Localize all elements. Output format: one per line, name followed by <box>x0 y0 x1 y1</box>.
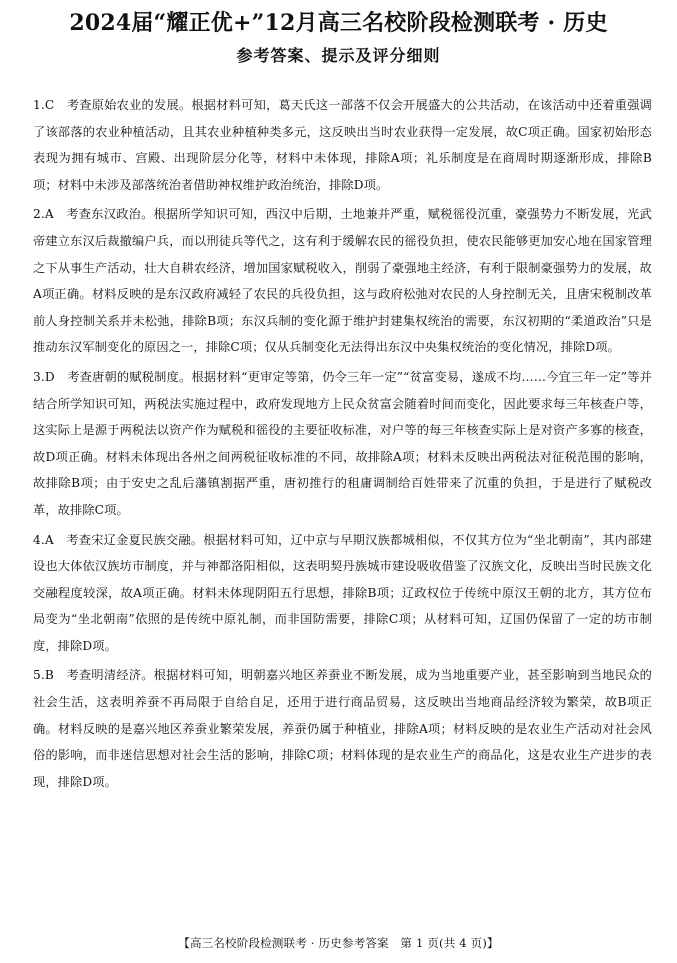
page-title: 2024届“耀正优+”12月高三名校阶段检测联考 · 历史 <box>69 10 608 36</box>
answer-number: 2.A <box>33 207 54 222</box>
answer-number: 3.D <box>33 369 55 384</box>
answer-number: 5.B <box>33 668 55 683</box>
answer-item-1 <box>33 92 652 198</box>
answer-text: 考查宋辽金夏民族交融。根据材料可知，辽中京与早期汉族都城相似，不仅其方位为“坐北朝南”，其内部建设也大体依汉族坊市制度，并与神都洛阳相似，这表明契丹族城市建设吸收借鉴了汉族文化，反映出当时民族文化交融程度较深，故A项正确。材料未体现阴阳五行思想，排除B项；辽政权位于传统中原汉王朝的北方，其方位布局变为“坐北朝南”依照的是传统中原礼制，而非国防需要，排除C项；从材料可知，辽国仍保留了一定的坊市制度，排除D项。 <box>33 532 652 653</box>
answer-item-3 <box>33 364 652 524</box>
answer-item-4 <box>33 527 652 660</box>
answer-text: 考查原始农业的发展。根据材料可知，葛天氏这一部落不仅会开展盛大的公共活动，在该活动中还着重强调了该部落的农业种植活动，且其农业种植种类多元，这反映出当时农业获得一定发展，故C项正确。国家初始形态表现为拥有城市、宫殿、出现阶层分化等，材料中未体现，排除A项；礼乐制度是在商周时期逐渐形成，排除B项；材料中未涉及部落统治者借助神权维护政治统治，排除D项。 <box>33 98 652 192</box>
page-footer: 【高三名校阶段检测联考 · 历史参考答案 第 1 页(共 4 页)】 <box>178 936 499 950</box>
page-subtitle: 参考答案、提示及评分细则 <box>236 46 441 65</box>
answer-item-2 <box>33 201 652 361</box>
answer-text: 考查明清经济。根据材料可知，明朝嘉兴地区养蚕业不断发展，成为当地重要产业，甚至影响到当地民众的社会生活，这表明养蚕不再局限于自给自足，还用于进行商品贸易，这反映出当地商品经济较为繁荣，故B项正确。材料反映的是嘉兴地区养蚕业繁荣发展，养蚕仍属于种植业，排除A项；材料反映的是农业生产活动对社会风俗的影响，而非迷信思想对社会生活的影响，排除C项；材料体现的是农业生产的商品化，这是农业生产进步的表现，排除D项。 <box>33 668 652 789</box>
answer-text: 考查唐朝的赋税制度。根据材料“更审定等第，仍令三年一定”“贫富变易，遂成不均……今宜三年一定”等并结合所学知识可知，两税法实施过程中，政府发现地方上民众贫富会随着时间而变化，因此要求每三年核查户等，这实际上是源于两税法以资产作为赋税和徭役的主要征收标准，对户等的每三年核查实际上是对资产多寡的核查，故D项正确。材料未体现出各州之间两税征收标准的不同，故排除A项；材料未反映出两税法对征税范围的影响，故排除B项；由于安史之乱后藩镇割据严重，唐初推行的租庸调制给百姓带来了沉重的负担，于是进行了赋税改革，故排除C项。 <box>33 369 652 517</box>
answers-list <box>33 92 652 798</box>
answer-text: 考查东汉政治。根据所学知识可知，西汉中后期，土地兼并严重，赋税徭役沉重，豪强势力不断发展，光武帝建立东汉后裁撤编户兵，而以刑徒兵等代之，这有利于缓解农民的徭役负担，使农民能够更加安心地在国家管理之下从事生产活动，壮大自耕农经济，增加国家赋税收入，削弱了豪强地主经济，有利于限制豪强势力的发展，故A项正确。材料反映的是东汉政府减轻了农民的兵役负担，这与政府松弛对农民的人身控制无关，且唐宋税制改革前人身控制关系并未松弛，排除B项；东汉兵制的变化源于维护封建集权统治的需要，东汉初期的“柔道政治”只是推动东汉军制变化的原因之一，排除C项；仅从兵制变化无法得出东汉中央集权统治的变化情况，排除D项。 <box>33 207 652 355</box>
answer-item-5 <box>33 662 652 795</box>
answer-number: 4.A <box>33 532 54 547</box>
answer-number: 1.C <box>33 98 55 112</box>
